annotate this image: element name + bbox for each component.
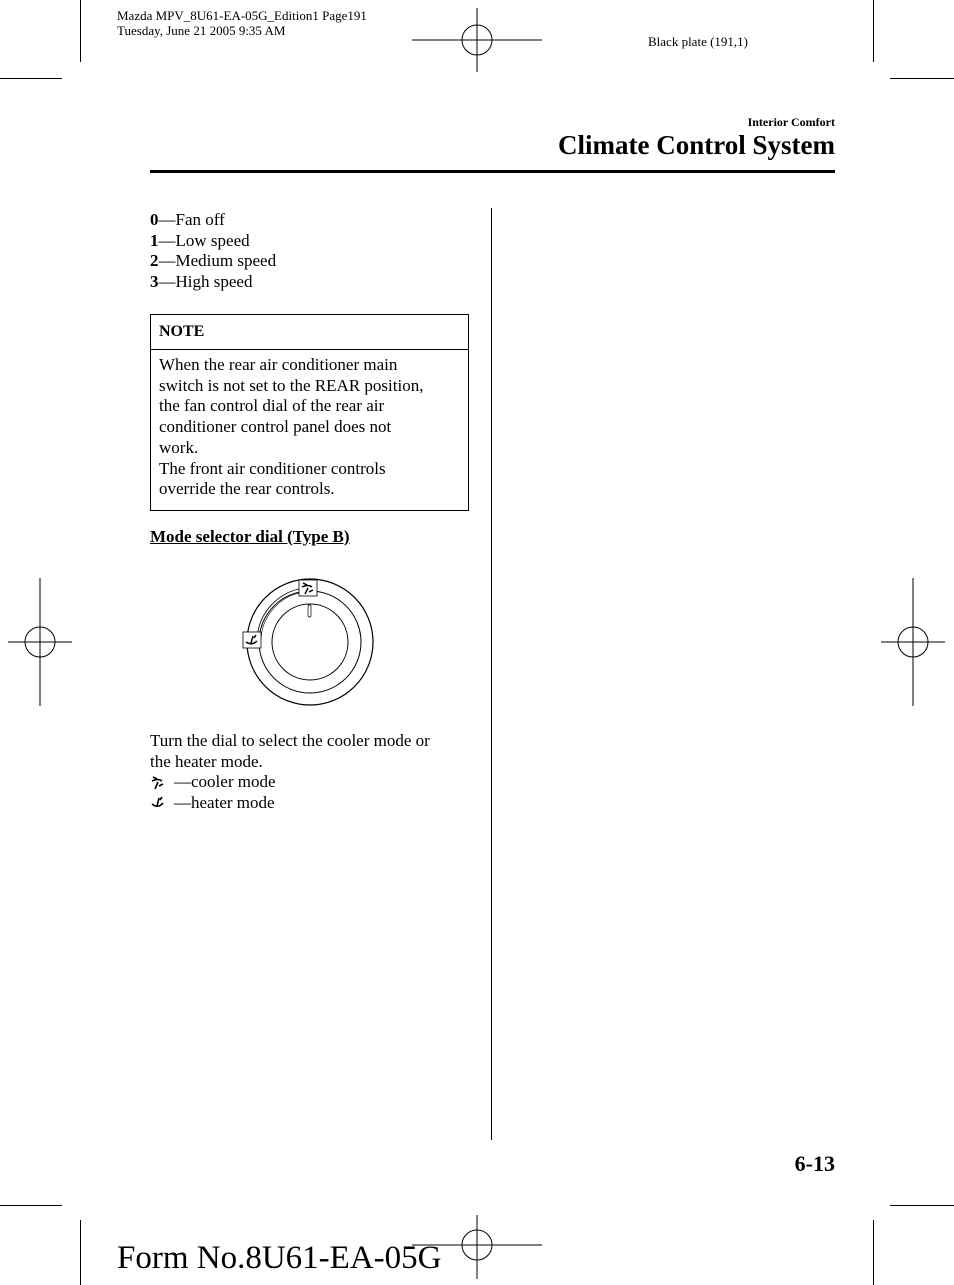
speed-number: 2 [150,251,159,271]
list-item [150,251,276,272]
note-body [151,350,468,500]
list-item [150,210,276,231]
mode-description [150,731,470,814]
note-line: conditioner control panel does not [159,417,392,437]
form-number: Form No.8U61-EA-05G [117,1240,442,1276]
note-line: the fan control dial of the rear air [159,396,385,416]
fan-speed-list [150,210,276,293]
note-line: override the rear controls. [159,479,335,499]
mode-selector-heading: Mode selector dial (Type B) [150,527,350,546]
speed-number: 0 [150,210,159,229]
page-number: 6-13 [794,1151,835,1176]
heater-mode-icon [150,795,166,811]
mode-selector-dial-illustration [235,570,385,715]
list-item [150,272,276,293]
note-line: The front air conditioner controls [159,458,386,478]
title-rule [150,170,835,173]
heater-mode-item [150,793,470,814]
print-meta-line1: Mazda MPV_8U61-EA-05G_Edition1 Page191 [117,8,367,23]
column-divider [491,208,492,1140]
dial-cooler-icon [299,580,317,596]
print-meta-line2: Tuesday, June 21 2005 9:35 AM [117,23,286,38]
mode-desc-line: Turn the dial to select the cooler mode or [150,731,430,750]
cooler-mode-label: —cooler mode [174,772,276,792]
heater-mode-label: —heater mode [174,793,275,813]
note-line: switch is not set to the REAR position, [159,375,424,395]
speed-label: —Low speed [158,230,250,250]
print-meta [117,8,367,38]
note-line: work. [159,437,199,457]
speed-label: —Medium speed [158,251,277,271]
cooler-mode-item [150,772,470,793]
speed-label: —Fan off [158,210,225,229]
section-label: Interior Comfort [747,115,835,129]
note-box [150,314,469,511]
plate-label: Black plate (191,1) [648,34,748,49]
speed-number: 1 [150,230,159,250]
speed-number: 3 [150,272,159,292]
mode-desc-line: the heater mode. [150,751,263,771]
note-heading: NOTE [151,315,468,350]
list-item [150,231,276,252]
registration-target-right [881,578,945,706]
note-line: When the rear air conditioner main [159,355,398,374]
registration-target-top [412,8,542,72]
speed-label: —High speed [158,272,253,292]
cooler-mode-icon [150,775,166,791]
registration-target-left [8,578,72,706]
dial-heater-icon [243,632,261,648]
page-title: Climate Control System [558,130,835,160]
